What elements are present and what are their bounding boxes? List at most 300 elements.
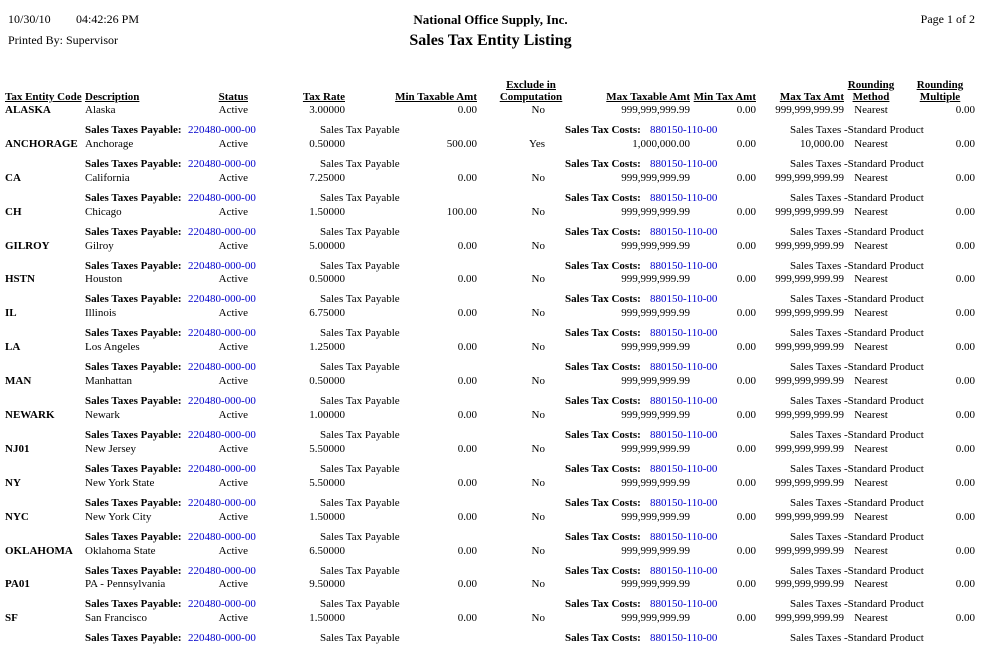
sales-taxes-payable-account-desc: Sales Tax Payable — [320, 124, 400, 136]
entity-code: GILROY — [5, 239, 50, 252]
entity-tax-rate: 5.00000 — [309, 239, 345, 252]
entity-code: NY — [5, 476, 21, 489]
entity-code: NJ01 — [5, 442, 30, 455]
sales-tax-costs-account-desc: Sales Taxes -Standard Product — [790, 124, 924, 136]
entity-rounding-multiple: 0.00 — [955, 544, 975, 557]
entity-max-tax-amt: 999,999,999.99 — [775, 442, 844, 455]
entity-exclude-in-computation: No — [531, 239, 545, 252]
company-name: National Office Supply, Inc. — [413, 12, 568, 27]
report-time: 04:42:26 PM — [76, 12, 140, 26]
report-rows — [0, 104, 981, 646]
entity-rounding-method: Nearest — [854, 578, 888, 591]
entity-block — [0, 172, 981, 206]
sales-taxes-payable-account-desc: Sales Tax Payable — [320, 225, 400, 238]
sales-taxes-payable-account-desc: Sales Tax Payable — [320, 598, 400, 611]
sales-taxes-payable-account-link[interactable]: 220480-000-00 — [188, 327, 256, 340]
sales-tax-costs-account-link[interactable]: 880150-110-00 — [650, 293, 718, 306]
entity-exclude-in-computation: No — [531, 205, 545, 218]
entity-description: Gilroy — [85, 239, 114, 252]
report-date: 10/30/10 — [8, 12, 51, 26]
entity-block — [0, 104, 981, 138]
entity-max-tax-amt: 999,999,999.99 — [775, 544, 844, 557]
entity-min-tax-amt: 0.00 — [736, 442, 756, 455]
sales-taxes-payable-account-link[interactable]: 220480-000-00 — [188, 462, 256, 475]
header-min-tax-amt: Min Tax Amt — [693, 91, 756, 103]
entity-tax-rate: 0.50000 — [309, 137, 345, 150]
entity-code: MAN — [5, 375, 32, 388]
entity-status: Active — [218, 307, 248, 320]
entity-exclude-in-computation: No — [531, 307, 545, 320]
entity-status: Active — [218, 171, 248, 184]
entity-exclude-in-computation: No — [531, 273, 545, 286]
entity-min-taxable-amt: 0.00 — [457, 476, 477, 489]
entity-rounding-method: Nearest — [854, 341, 888, 354]
sales-tax-costs-account-desc: Sales Taxes -Standard Product — [790, 462, 924, 475]
sales-tax-costs-label: Sales Tax Costs: — [565, 124, 641, 136]
entity-rounding-multiple: 0.00 — [955, 273, 975, 286]
sales-tax-costs-account-desc: Sales Taxes -Standard Product — [790, 259, 924, 272]
entity-min-taxable-amt: 500.00 — [446, 137, 477, 150]
entity-max-tax-amt: 999,999,999.99 — [775, 375, 844, 388]
entity-max-taxable-amt: 999,999,999.99 — [621, 578, 690, 591]
entity-max-tax-amt: 999,999,999.99 — [775, 104, 844, 116]
entity-tax-rate: 0.50000 — [309, 375, 345, 388]
sales-tax-costs-label: Sales Tax Costs: — [565, 361, 641, 374]
entity-min-taxable-amt: 0.00 — [457, 341, 477, 354]
sales-tax-costs-account-desc: Sales Taxes -Standard Product — [790, 429, 924, 442]
header-exclude-in-computation: Exclude in Computation — [499, 79, 563, 103]
entity-status: Active — [218, 409, 248, 422]
sales-taxes-payable-label: Sales Taxes Payable: — [85, 395, 182, 408]
sales-taxes-payable-label: Sales Taxes Payable: — [85, 598, 182, 611]
entity-code: CH — [5, 205, 22, 218]
sales-tax-costs-account-link[interactable]: 880150-110-00 — [650, 598, 718, 611]
entity-max-taxable-amt: 999,999,999.99 — [621, 205, 690, 218]
entity-rounding-multiple: 0.00 — [955, 205, 975, 218]
entity-min-tax-amt: 0.00 — [736, 239, 756, 252]
sales-tax-costs-label: Sales Tax Costs: — [565, 293, 641, 306]
entity-block — [0, 341, 981, 375]
entity-rounding-method: Nearest — [854, 476, 888, 489]
sales-taxes-payable-label: Sales Taxes Payable: — [85, 327, 182, 340]
entity-exclude-in-computation: No — [531, 104, 545, 116]
entity-tax-rate: 9.50000 — [309, 578, 345, 591]
entity-max-taxable-amt: 999,999,999.99 — [621, 442, 690, 455]
sales-taxes-payable-account-link[interactable]: 220480-000-00 — [188, 632, 256, 645]
entity-rounding-method: Nearest — [854, 442, 888, 455]
sales-taxes-payable-account-desc: Sales Tax Payable — [320, 157, 400, 170]
entity-code: LA — [5, 341, 21, 354]
entity-min-tax-amt: 0.00 — [736, 578, 756, 591]
entity-rounding-multiple: 0.00 — [955, 307, 975, 320]
entity-rounding-method: Nearest — [854, 273, 888, 286]
entity-rounding-method: Nearest — [854, 137, 888, 150]
entity-max-taxable-amt: 999,999,999.99 — [621, 544, 690, 557]
entity-min-tax-amt: 0.00 — [736, 375, 756, 388]
sales-taxes-payable-label: Sales Taxes Payable: — [85, 191, 182, 204]
sales-taxes-payable-label: Sales Taxes Payable: — [85, 293, 182, 306]
entity-max-taxable-amt: 999,999,999.99 — [621, 409, 690, 422]
entity-block — [0, 138, 981, 172]
entity-min-taxable-amt: 0.00 — [457, 409, 477, 422]
sales-tax-costs-account-link[interactable]: 880150-110-00 — [650, 361, 718, 374]
entity-exclude-in-computation: Yes — [528, 137, 545, 150]
entity-min-taxable-amt: 0.00 — [457, 510, 477, 523]
sales-taxes-payable-account-link[interactable]: 220480-000-00 — [188, 496, 256, 509]
entity-block — [0, 578, 981, 612]
sales-tax-costs-account-link[interactable]: 880150-110-00 — [650, 225, 718, 238]
entity-rounding-method: Nearest — [854, 544, 888, 557]
page-number: Page 1 of 2 — [920, 12, 975, 26]
entity-max-taxable-amt: 999,999,999.99 — [621, 612, 690, 625]
entity-tax-rate: 1.25000 — [309, 341, 345, 354]
entity-description: New York State — [85, 476, 155, 489]
entity-status: Active — [218, 273, 248, 286]
entity-rounding-method: Nearest — [854, 205, 888, 218]
sales-tax-costs-account-desc: Sales Taxes -Standard Product — [790, 598, 924, 611]
entity-exclude-in-computation: No — [531, 341, 545, 354]
header-min-taxable-amt: Min Taxable Amt — [395, 91, 477, 103]
header-max-taxable-amt: Max Taxable Amt — [606, 91, 690, 103]
entity-max-taxable-amt: 999,999,999.99 — [621, 307, 690, 320]
entity-status: Active — [218, 510, 248, 523]
header-rounding-method: Rounding Method — [847, 79, 895, 103]
sales-tax-costs-account-link[interactable]: 880150-110-00 — [650, 530, 718, 543]
entity-code: HSTN — [5, 273, 35, 286]
entity-status: Active — [218, 442, 248, 455]
entity-rounding-multiple: 0.00 — [955, 104, 975, 116]
entity-min-tax-amt: 0.00 — [736, 171, 756, 184]
sales-tax-costs-label: Sales Tax Costs: — [565, 530, 641, 543]
entity-block — [0, 477, 981, 511]
sales-taxes-payable-account-desc: Sales Tax Payable — [320, 496, 400, 509]
sales-taxes-payable-account-desc: Sales Tax Payable — [320, 564, 400, 577]
entity-min-taxable-amt: 0.00 — [457, 273, 477, 286]
sales-taxes-payable-account-desc: Sales Tax Payable — [320, 395, 400, 408]
header-tax-rate: Tax Rate — [302, 91, 345, 103]
entity-max-tax-amt: 999,999,999.99 — [775, 409, 844, 422]
sales-taxes-payable-label: Sales Taxes Payable: — [85, 225, 182, 238]
sales-tax-costs-account-link[interactable]: 880150-110-00 — [650, 395, 718, 408]
entity-description: Alaska — [85, 104, 116, 116]
header-rounding-multiple: Rounding Multiple — [916, 79, 964, 103]
entity-min-tax-amt: 0.00 — [736, 510, 756, 523]
sales-tax-costs-account-desc: Sales Taxes -Standard Product — [790, 496, 924, 509]
sales-tax-costs-account-link[interactable]: 880150-110-00 — [650, 429, 718, 442]
sales-tax-costs-account-link[interactable]: 880150-110-00 — [650, 157, 718, 170]
entity-description: New York City — [85, 510, 152, 523]
entity-exclude-in-computation: No — [531, 544, 545, 557]
sales-taxes-payable-label: Sales Taxes Payable: — [85, 361, 182, 374]
entity-description: Manhattan — [85, 375, 133, 388]
entity-block — [0, 612, 981, 646]
entity-status: Active — [218, 137, 248, 150]
sales-taxes-payable-label: Sales Taxes Payable: — [85, 259, 182, 272]
sales-tax-costs-account-link[interactable]: 880150-110-00 — [650, 191, 718, 204]
entity-status: Active — [218, 341, 248, 354]
entity-tax-rate: 6.50000 — [309, 544, 345, 557]
sales-taxes-payable-account-desc: Sales Tax Payable — [320, 259, 400, 272]
sales-tax-costs-label: Sales Tax Costs: — [565, 157, 641, 170]
entity-tax-rate: 1.50000 — [309, 612, 345, 625]
sales-taxes-payable-label: Sales Taxes Payable: — [85, 530, 182, 543]
entity-code: CA — [5, 171, 21, 184]
sales-tax-costs-account-link[interactable]: 880150-110-00 — [650, 632, 718, 645]
sales-taxes-payable-label: Sales Taxes Payable: — [85, 124, 182, 136]
sales-taxes-payable-account-link[interactable]: 220480-000-00 — [188, 293, 256, 306]
entity-max-tax-amt: 999,999,999.99 — [775, 341, 844, 354]
entity-status: Active — [218, 612, 248, 625]
entity-max-tax-amt: 999,999,999.99 — [775, 578, 844, 591]
entity-rounding-multiple: 0.00 — [955, 239, 975, 252]
entity-block — [0, 240, 981, 274]
entity-description: Newark — [85, 409, 120, 422]
sales-tax-costs-label: Sales Tax Costs: — [565, 327, 641, 340]
entity-min-tax-amt: 0.00 — [736, 341, 756, 354]
entity-rounding-method: Nearest — [854, 510, 888, 523]
sales-taxes-payable-label: Sales Taxes Payable: — [85, 496, 182, 509]
entity-max-taxable-amt: 999,999,999.99 — [621, 239, 690, 252]
entity-exclude-in-computation: No — [531, 442, 545, 455]
entity-exclude-in-computation: No — [531, 578, 545, 591]
header-status: Status — [218, 91, 248, 103]
sales-tax-costs-account-link[interactable]: 880150-110-00 — [650, 327, 718, 340]
entity-min-taxable-amt: 0.00 — [457, 544, 477, 557]
entity-block — [0, 307, 981, 341]
entity-rounding-method: Nearest — [854, 239, 888, 252]
entity-exclude-in-computation: No — [531, 476, 545, 489]
entity-description: California — [85, 171, 130, 184]
header-tax-entity-code: Tax Entity Code — [5, 91, 82, 103]
sales-tax-costs-label: Sales Tax Costs: — [565, 632, 641, 645]
entity-rounding-multiple: 0.00 — [955, 341, 975, 354]
sales-taxes-payable-label: Sales Taxes Payable: — [85, 632, 182, 645]
sales-tax-costs-label: Sales Tax Costs: — [565, 496, 641, 509]
sales-taxes-payable-account-link[interactable]: 220480-000-00 — [188, 564, 256, 577]
sales-taxes-payable-account-link[interactable]: 220480-000-00 — [188, 395, 256, 408]
entity-max-tax-amt: 999,999,999.99 — [775, 205, 844, 218]
entity-exclude-in-computation: No — [531, 375, 545, 388]
entity-code: ANCHORAGE — [5, 137, 78, 150]
entity-rounding-method: Nearest — [854, 104, 888, 116]
sales-tax-costs-account-desc: Sales Taxes -Standard Product — [790, 530, 924, 543]
sales-tax-costs-account-desc: Sales Taxes -Standard Product — [790, 225, 924, 238]
entity-min-tax-amt: 0.00 — [736, 544, 756, 557]
entity-max-taxable-amt: 999,999,999.99 — [621, 273, 690, 286]
entity-status: Active — [218, 205, 248, 218]
entity-rounding-method: Nearest — [854, 375, 888, 388]
entity-max-tax-amt: 999,999,999.99 — [775, 612, 844, 625]
sales-taxes-payable-account-link[interactable]: 220480-000-00 — [188, 225, 256, 238]
entity-rounding-multiple: 0.00 — [955, 171, 975, 184]
sales-taxes-payable-account-desc: Sales Tax Payable — [320, 293, 400, 306]
entity-code: ALASKA — [5, 104, 51, 116]
entity-max-tax-amt: 999,999,999.99 — [775, 239, 844, 252]
entity-min-taxable-amt: 0.00 — [457, 239, 477, 252]
sales-taxes-payable-label: Sales Taxes Payable: — [85, 564, 182, 577]
entity-status: Active — [218, 375, 248, 388]
sales-tax-costs-account-desc: Sales Taxes -Standard Product — [790, 191, 924, 204]
entity-rounding-method: Nearest — [854, 612, 888, 625]
entity-max-taxable-amt: 999,999,999.99 — [621, 171, 690, 184]
sales-taxes-payable-account-desc: Sales Tax Payable — [320, 361, 400, 374]
entity-description: PA - Pennsylvania — [85, 578, 166, 591]
entity-min-tax-amt: 0.00 — [736, 104, 756, 116]
sales-tax-costs-label: Sales Tax Costs: — [565, 395, 641, 408]
entity-tax-rate: 5.50000 — [309, 476, 345, 489]
entity-code: NEWARK — [5, 409, 55, 422]
entity-exclude-in-computation: No — [531, 171, 545, 184]
sales-tax-costs-label: Sales Tax Costs: — [565, 598, 641, 611]
entity-rounding-method: Nearest — [854, 171, 888, 184]
sales-taxes-payable-label: Sales Taxes Payable: — [85, 429, 182, 442]
sales-tax-costs-account-desc: Sales Taxes -Standard Product — [790, 157, 924, 170]
entity-description: Oklahoma State — [85, 544, 156, 557]
sales-taxes-payable-account-desc: Sales Tax Payable — [320, 462, 400, 475]
entity-max-tax-amt: 10,000.00 — [800, 137, 844, 150]
entity-min-taxable-amt: 0.00 — [457, 612, 477, 625]
entity-description: Los Angeles — [85, 341, 140, 354]
sales-tax-costs-account-link[interactable]: 880150-110-00 — [650, 124, 718, 136]
entity-tax-rate: 3.00000 — [309, 104, 345, 116]
entity-tax-rate: 1.00000 — [309, 409, 345, 422]
entity-min-taxable-amt: 0.00 — [457, 307, 477, 320]
entity-exclude-in-computation: No — [531, 409, 545, 422]
entity-tax-rate: 6.75000 — [309, 307, 345, 320]
sales-taxes-payable-account-link[interactable]: 220480-000-00 — [188, 530, 256, 543]
entity-description: Chicago — [85, 205, 122, 218]
entity-status: Active — [218, 544, 248, 557]
entity-max-tax-amt: 999,999,999.99 — [775, 307, 844, 320]
entity-code: OKLAHOMA — [5, 544, 73, 557]
entity-min-tax-amt: 0.00 — [736, 476, 756, 489]
entity-description: Anchorage — [85, 137, 134, 150]
header-description: Description — [85, 91, 140, 103]
entity-min-taxable-amt: 0.00 — [457, 171, 477, 184]
entity-min-taxable-amt: 100.00 — [446, 205, 477, 218]
sales-taxes-payable-label: Sales Taxes Payable: — [85, 462, 182, 475]
entity-max-tax-amt: 999,999,999.99 — [775, 273, 844, 286]
sales-tax-costs-label: Sales Tax Costs: — [565, 191, 641, 204]
entity-min-taxable-amt: 0.00 — [457, 104, 477, 116]
entity-min-tax-amt: 0.00 — [736, 137, 756, 150]
entity-rounding-multiple: 0.00 — [955, 442, 975, 455]
header-max-tax-amt: Max Tax Amt — [779, 91, 844, 103]
entity-min-tax-amt: 0.00 — [736, 307, 756, 320]
sales-tax-costs-account-desc: Sales Taxes -Standard Product — [790, 327, 924, 340]
entity-code: PA01 — [5, 578, 30, 591]
entity-code: SF — [5, 612, 18, 625]
sales-taxes-payable-account-link[interactable]: 220480-000-00 — [188, 191, 256, 204]
entity-rounding-multiple: 0.00 — [955, 510, 975, 523]
entity-tax-rate: 0.50000 — [309, 273, 345, 286]
sales-taxes-payable-account-link[interactable]: 220480-000-00 — [188, 157, 256, 170]
sales-taxes-payable-account-desc: Sales Tax Payable — [320, 191, 400, 204]
entity-description: Illinois — [85, 307, 117, 320]
entity-status: Active — [218, 476, 248, 489]
entity-min-taxable-amt: 0.00 — [457, 375, 477, 388]
entity-rounding-multiple: 0.00 — [955, 137, 975, 150]
sales-taxes-payable-account-desc: Sales Tax Payable — [320, 632, 400, 645]
sales-tax-costs-account-desc: Sales Taxes -Standard Product — [790, 632, 924, 645]
entity-exclude-in-computation: No — [531, 612, 545, 625]
entity-exclude-in-computation: No — [531, 510, 545, 523]
entity-rounding-multiple: 0.00 — [955, 476, 975, 489]
entity-min-tax-amt: 0.00 — [736, 612, 756, 625]
page-title: Sales Tax Entity Listing — [409, 32, 572, 49]
sales-tax-costs-label: Sales Tax Costs: — [565, 462, 641, 475]
entity-block — [0, 443, 981, 477]
entity-tax-rate: 7.25000 — [309, 171, 345, 184]
entity-rounding-method: Nearest — [854, 307, 888, 320]
entity-description: San Francisco — [85, 612, 148, 625]
sales-tax-costs-label: Sales Tax Costs: — [565, 564, 641, 577]
entity-rounding-multiple: 0.00 — [955, 612, 975, 625]
entity-status: Active — [218, 104, 248, 116]
entity-max-tax-amt: 999,999,999.99 — [775, 510, 844, 523]
entity-max-taxable-amt: 999,999,999.99 — [621, 104, 690, 116]
sales-tax-costs-account-desc: Sales Taxes -Standard Product — [790, 293, 924, 306]
sales-taxes-payable-account-desc: Sales Tax Payable — [320, 530, 400, 543]
sales-taxes-payable-account-desc: Sales Tax Payable — [320, 429, 400, 442]
sales-taxes-payable-account-desc: Sales Tax Payable — [320, 327, 400, 340]
entity-description: New Jersey — [85, 442, 137, 455]
entity-rounding-method: Nearest — [854, 409, 888, 422]
entity-block — [0, 545, 981, 579]
sales-tax-costs-account-link[interactable]: 880150-110-00 — [650, 564, 718, 577]
entity-tax-rate: 5.50000 — [309, 442, 345, 455]
entity-tax-rate: 1.50000 — [309, 510, 345, 523]
sales-taxes-payable-label: Sales Taxes Payable: — [85, 157, 182, 170]
entity-block — [0, 206, 981, 240]
sales-taxes-payable-account-link[interactable]: 220480-000-00 — [188, 429, 256, 442]
sales-tax-costs-account-desc: Sales Taxes -Standard Product — [790, 564, 924, 577]
entity-min-tax-amt: 0.00 — [736, 205, 756, 218]
sales-tax-costs-account-link[interactable]: 880150-110-00 — [650, 496, 718, 509]
sales-taxes-payable-account-link[interactable]: 220480-000-00 — [188, 361, 256, 374]
entity-rounding-multiple: 0.00 — [955, 409, 975, 422]
entity-max-taxable-amt: 999,999,999.99 — [621, 341, 690, 354]
sales-tax-costs-label: Sales Tax Costs: — [565, 225, 641, 238]
entity-min-taxable-amt: 0.00 — [457, 578, 477, 591]
sales-tax-costs-account-link[interactable]: 880150-110-00 — [650, 462, 718, 475]
sales-tax-costs-account-link[interactable]: 880150-110-00 — [650, 259, 718, 272]
sales-tax-costs-label: Sales Tax Costs: — [565, 429, 641, 442]
entity-rounding-multiple: 0.00 — [955, 375, 975, 388]
entity-code: IL — [5, 307, 17, 320]
entity-max-taxable-amt: 999,999,999.99 — [621, 476, 690, 489]
sales-taxes-payable-account-link[interactable]: 220480-000-00 — [188, 124, 256, 136]
entity-block — [0, 409, 981, 443]
entity-block — [0, 511, 981, 545]
entity-rounding-multiple: 0.00 — [955, 578, 975, 591]
entity-min-tax-amt: 0.00 — [736, 273, 756, 286]
sales-tax-costs-label: Sales Tax Costs: — [565, 259, 641, 272]
entity-block — [0, 273, 981, 307]
entity-status: Active — [218, 239, 248, 252]
entity-status: Active — [218, 578, 248, 591]
sales-tax-costs-account-desc: Sales Taxes -Standard Product — [790, 395, 924, 408]
entity-block — [0, 375, 981, 409]
printed-by: Printed By: Supervisor — [8, 33, 118, 47]
entity-code: NYC — [5, 510, 29, 523]
sales-taxes-payable-account-link[interactable]: 220480-000-00 — [188, 259, 256, 272]
entity-max-taxable-amt: 999,999,999.99 — [621, 510, 690, 523]
sales-taxes-payable-account-link[interactable]: 220480-000-00 — [188, 598, 256, 611]
entity-min-taxable-amt: 0.00 — [457, 442, 477, 455]
entity-description: Houston — [85, 273, 123, 286]
entity-min-tax-amt: 0.00 — [736, 409, 756, 422]
